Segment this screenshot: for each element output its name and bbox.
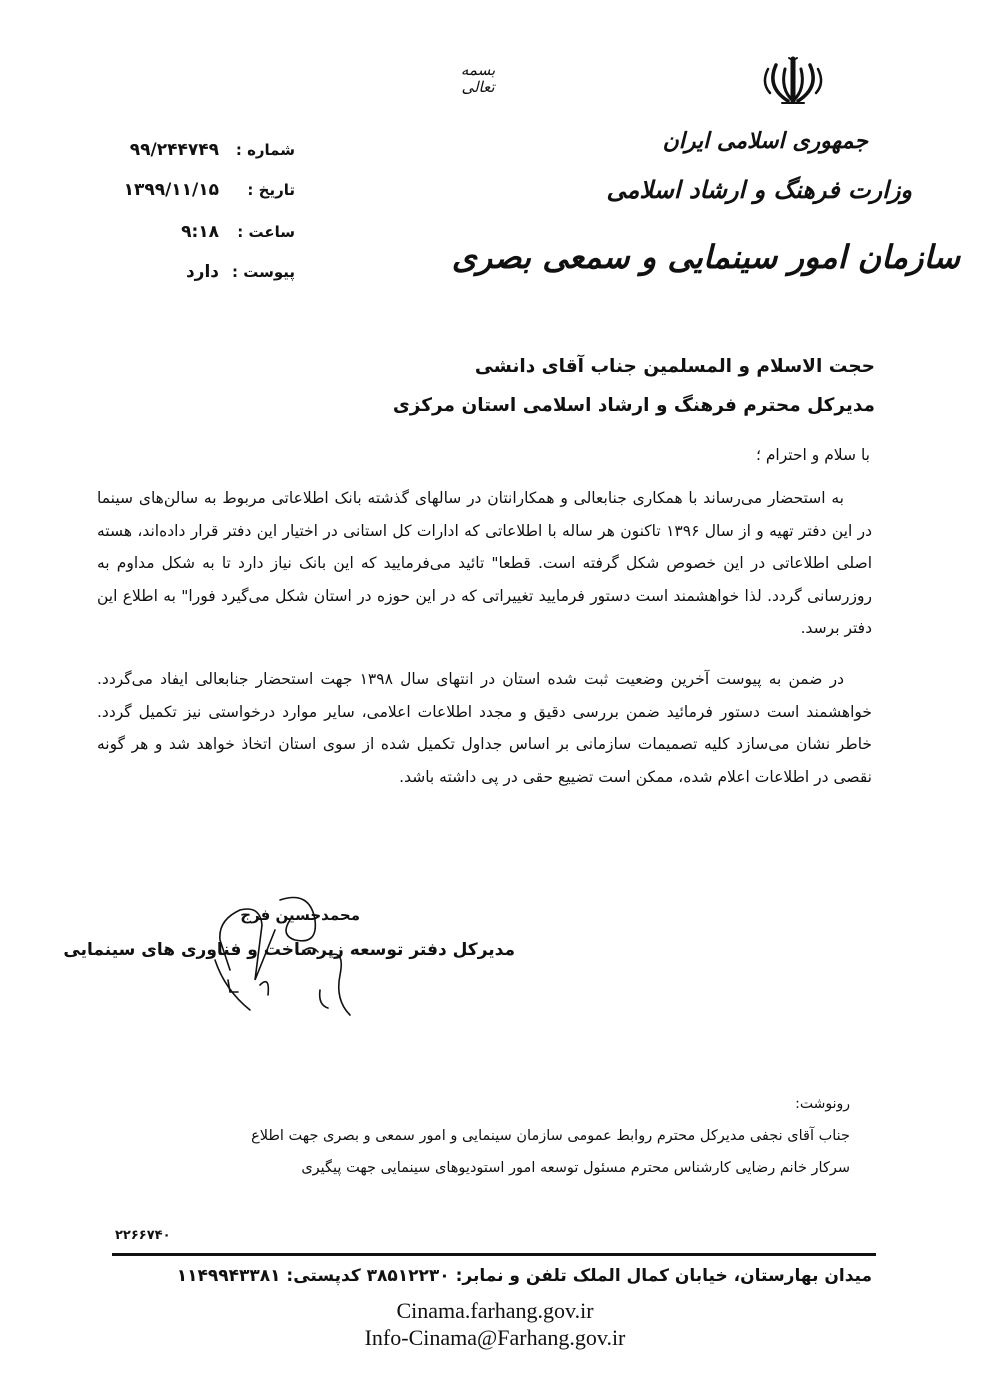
meta-value: ۹۹/۲۴۴۷۴۹ [129, 140, 219, 160]
greeting: با سلام و احترام ؛ [755, 446, 870, 464]
meta-label: تاریخ : [247, 181, 295, 199]
meta-value: دارد [185, 262, 219, 282]
meta-date [95, 176, 295, 204]
meta-attachment [95, 258, 295, 286]
signatory-title: مدیرکل دفتر توسعه زیرساخت و فناوری های سینمایی [63, 940, 515, 960]
addressee-name: حجت الاسلام و المسلمین جناب آقای دانشی [474, 356, 875, 377]
org-line-ministry: وزارت فرهنگ و ارشاد اسلامی [606, 175, 912, 204]
footer-divider [112, 1253, 876, 1256]
org-line-republic: جمهوری اسلامی ایران [662, 128, 868, 154]
meta-label: پیوست : [231, 263, 295, 281]
body-paragraph-1: به استحضار می‌رساند با همکاری جنابعالی و همکارانتان در سالهای گذشته بانک اطلاعاتی مربوط به سالن‌های سینما در این دفتر تهیه و از سال ۱۳۹۶ تاکنون هر ساله با اطلاعاتی که ادارات کل استانی در اختیار این دفتر قرار داده‌اند، هسته اصلی اطلاعاتی در این خصوص شکل گرفته است. قطعا" تائید می‌فرمایید که این بانک نیاز دارد تا به شکل مداوم به روزرسانی گردد. لذا خواهشمند است دستور فرمایید تغییراتی که در این حوزه در استان شکل می‌گیرد فورا" به اطلاع این دفتر برسد. [97, 489, 872, 637]
org-line-organization: سازمان امور سینمایی و سمعی بصری [451, 238, 960, 276]
website-link[interactable]: Cinama.farhang.gov.ir [396, 1298, 594, 1323]
cc-item: سرکار خانم رضایی کارشناس محترم مسئول توسعه امور استودیوهای سینمایی جهت پیگیری [301, 1160, 850, 1176]
footer-address: میدان بهارستان، خیابان کمال الملک تلفن و نمابر: ۳۸۵۱۲۲۳۰ کدپستی: ۱۱۴۹۹۴۳۳۸۱ [176, 1266, 872, 1286]
meta-number [95, 136, 295, 164]
meta-time [95, 218, 295, 246]
cc-item: جناب آقای نجفی مدیرکل محترم روابط عمومی سازمان سینمایی و امور سمعی و بصری جهت اطلاع [251, 1128, 850, 1144]
iran-emblem-icon [758, 55, 828, 110]
cc-label: رونوشت: [795, 1096, 850, 1112]
addressee-title: مدیرکل محترم فرهنگ و ارشاد اسلامی استان مرکزی [392, 395, 875, 416]
meta-value: ۱۳۹۹/۱۱/۱۵ [123, 180, 219, 200]
email-link[interactable]: Info-Cinama@Farhang.gov.ir [364, 1325, 626, 1350]
meta-value: ۹:۱۸ [181, 222, 219, 242]
body-paragraph-2: در ضمن به پیوست آخرین وضعیت ثبت شده استان در انتهای سال ۱۳۹۸ جهت استحضار جنابعالی ایفاد می‌گردد. خواهشمند است دستور فرمائید ضمن بررسی دقیق و مجدد اطلاعات اعلامی، سایر موارد درخواستی نیز تکمیل گردد. خاطر نشان می‌سازد کلیه تصمیمات سازمانی بر اساس جداول تکمیل شده از سوی استان اتخاذ خواهد شد و هر گونه نقصی در اطلاعات اعلام شده، ممکن است تضییع حقی در پی داشته باشد. [97, 670, 872, 786]
meta-label: شماره : [235, 141, 295, 159]
bismillah-heading: بسمه تعالی [460, 61, 496, 96]
meta-label: ساعت : [237, 223, 295, 241]
signatory-name: محمدحسین فرج [240, 906, 360, 924]
reference-number: ۲۲۶۶۷۴۰ [115, 1228, 171, 1243]
